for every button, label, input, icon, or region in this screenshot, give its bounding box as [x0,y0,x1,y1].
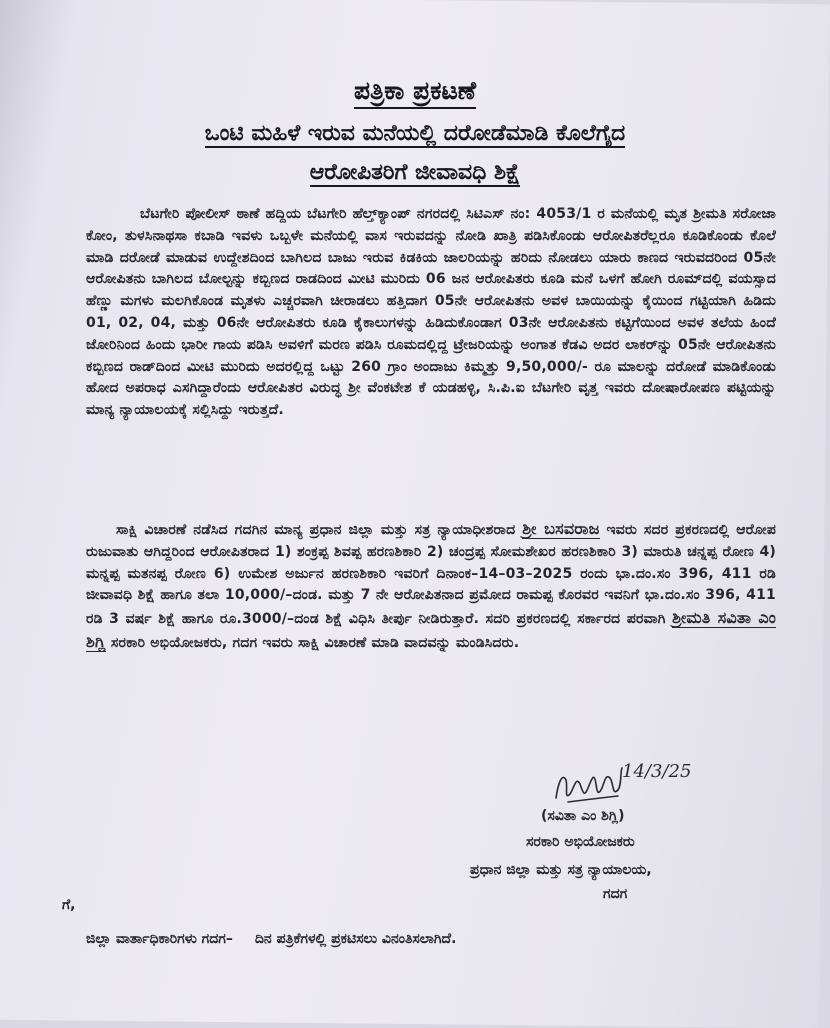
addressee-label: ಗೆ, [62,897,76,913]
signatory-name: (ಸವಿತಾ ಎಂ ಶಿಗ್ಲಿ) [541,808,625,824]
judgment-text-part1: ಸಾಕ್ಷಿ ವಿಚಾರಣೆ ನಡೆಸಿದ ಗದಗಿನ ಮಾನ್ಯ ಪ್ರಧಾನ ಜಿಲ್ಲಾ ಮತ್ತು ಸತ್ರ ನ್ಯಾಯಾಧೀಶರಾದ [116,522,516,538]
document-title: ಪತ್ರಿಕಾ ಪ್ರಕಟಣೆ [0,76,830,106]
footer-recipient: ಜಿಲ್ಲಾ ವಾರ್ತಾಧಿಕಾರಿಗಳು ಗದಗ– [86,931,233,947]
signature-date: 14/3/25 [622,761,692,782]
prosecutor-name: ಶ್ರೀಮತಿ ಸವಿತಾ ಎಂ ಶಿಗ್ಲಿ [86,608,776,651]
paragraph-case-details: ಬೆಟಗೇರಿ ಪೋಲೀಸ್ ಠಾಣೆ ಹದ್ದಿಯ ಬೆಟಗೇರಿ ಹೆಲ್ತ್‌ಕ್ಯಾಂಪ್ ನಗರದಲ್ಲಿ ಸಿಟಿಎಸ್ ನಂ: 4053/1 ರ ಮನೆಯಲ್ಲಿ ಮೃತ ಶ್ರೀಮತಿ ಸರೋಜಾ ಕೋಂ, ತುಳಸಿನಾಥಸಾ ಕಬಾಡಿ ಇವಳು ಒಬ್ಬಳೇ ಮನೆಯಲ್ಲಿ ವಾಸ ಇರುವದನ್ನು ನೋಡಿ ಖಾತ್ರಿ ಪಡಿಸಿಕೊಂಡು ಆರೋಪಿತರೆಲ್ಲರೂ ಕೂಡಿಕೊಂಡು ಕೊಲೆ ಮಾಡಿ ದರೋಡೆ ಮಾಡುವ ಉದ್ದೇಶದಿಂದ ಬಾಗಿಲದ ಬಾಜು ಇರುವ ಕಿಡಕಿಯ ಜಾಲರಿಯನ್ನು ಹರಿದು ನೋಡಲು ಯಾರು ಕಾಣದ ಇರುವದರಿಂದ 05ನೇ ಆರೋಪಿತನು ಬಾಗಿಲದ ಬೋಲ್ಟನ್ನು ಕಬ್ಬಿಣದ ರಾಡದಿಂದ ಮೀಟಿ ಮುರಿದು 06 ಜನ ಆರೋಪಿತರು ಕೂಡಿ ಮನೆ ಒಳಗೆ ಹೋಗಿ ರೂಮ್‌ದಲ್ಲಿ ವಯಸ್ಸಾದ ಹೆಣ್ಣು ಮಗಳು ಮಲಗಿಕೊಂಡ ಮೃತಳು ಎಚ್ಚರವಾಗಿ ಚೀರಾಡಲು ಹತ್ತಿದಾಗ 05ನೇ ಆರೋಪಿತನು ಅವಳ ಬಾಯಿಯನ್ನು ಕೈಯಿಂದ ಗಟ್ಟಿಯಾಗಿ ಹಿಡಿದು 01, 02, 04, ಮತ್ತು 06ನೇ ಆರೋಪಿತರು ಕೂಡಿ ಕೈಕಾಲುಗಳನ್ನು ಹಿಡಿದುಕೊಂಡಾಗ 03ನೇ ಆರೋಪಿತನು ಕಟ್ಟಿಗೆಯಿಂದ ಅವಳ ತಲೆಯ ಹಿಂದೆ ಜೋರಿನಿಂದ ಹಿಂದು ಭಾರೀ ಗಾಯ ಪಡಿಸಿ ಅವಳಿಗೆ ಮರಣ ಪಡಿಸಿ ರೂಮದಲ್ಲಿದ್ದ ಟ್ರೇಜರಿಯನ್ನು ಅಂಗಾತ ಕೆಡವಿ ಅದರ ಲಾಕರ್‌ನ್ನು 05ನೇ ಆರೋಪಿತನು ಕಬ್ಬಿಣದ ರಾಡ್‌ದಿಂದ ಮೀಟಿ ಮುರಿದು ಅದರಲ್ಲಿದ್ದ ಒಟ್ಟು 260 ಗ್ರಾಂ ಅಂದಾಜು ಕಿಮ್ಮತ್ತು 9,50,000/- ರೂ ಮಾಲನ್ನು ದರೋಡೆ ಮಾಡಿಕೊಂಡು ಹೋದ ಅಪರಾಧ ಎಸಗಿದ್ದಾರೆಂದು ಆರೋಪಿತರ ವಿರುದ್ಧ ಶ್ರೀ ವೆಂಕಟೇಶ ಕೆ ಯಡಹಳ್ಳಿ, ಸಿ.ಪಿ.ಐ ಬೆಟಗೇರಿ ವೃತ್ತ ಇವರು ದೋಷಾರೋಪಣ ಪಟ್ಟಿಯನ್ನು ಮಾನ್ಯ ನ್ಯಾಯಾಲಯಕ್ಕೆ ಸಲ್ಲಿಸಿದ್ದು ಇರುತ್ತದೆ. [86,206,776,419]
signatory-place: ಗದಗ [603,886,628,902]
signatory-office: ಪ್ರಧಾನ ಜಿಲ್ಲಾ ಮತ್ತು ಸತ್ರ ನ್ಯಾಯಾಲಯ, [470,862,652,878]
paragraph-judgment [86,518,776,655]
signatory-title: ಸರಕಾರಿ ಅಭಿಯೋಜಕರು [526,834,635,850]
judgment-text-part3: ಸರಕಾರಿ ಅಭಿಯೋಜಕರು, ಗದಗ ಇವರು ಸಾಕ್ಷಿ ವಿಚಾರಣೆ ಮಾಡಿ ವಾದವನ್ನು ಮಂಡಿಸಿದರು. [110,634,520,651]
footer-line [86,931,456,947]
judge-name: ಶ್ರೀ ಬಸವರಾಜ [522,519,600,538]
headline-line-2: ಆರೋಪಿತರಿಗೆ ಜೀವಾವಧಿ ಶಿಕ್ಷೆ [309,160,521,185]
footer-request: ದಿನ ಪತ್ರಿಕೆಗಳಲ್ಲಿ ಪ್ರಕಟಿಸಲು ವಿನಂತಿಸಲಾಗಿದೆ. [254,931,457,947]
headline-line-1: ಒಂಟಿ ಮಹಿಳೆ ಇರುವ ಮನೆಯಲ್ಲಿ ದರೋಡೆಮಾಡಿ ಕೊಲೆಗೈದ [204,121,626,146]
judgment-text-part2: ಇವರು ಸದರ ಪ್ರಕರಣದಲ್ಲಿ ಆರೋಪ ರುಜುವಾತು ಆಗಿದ್ದರಿಂದ ಆರೋಪಿತರಾದ 1) ಶಂಕ್ರಪ್ಪ ಶಿವಪ್ಪ ಹರಣಶಿಕಾರಿ 2) ಚಂದ್ರಪ್ಪ ಸೋಮಶೇಖರ ಹರಣಶಿಕಾರಿ 3) ಮಾರುತಿ ಚನ್ನಪ್ಪ ರೋಣ 4) ಮನ್ನಪ್ಪ ಮತನಪ್ಪ ರೋಣ 6) ಉಮೇಶ ಅರ್ಜುನ ಹರಣಶಿಕಾರಿ ಇವರಿಗೆ ದಿನಾಂಕ–14–03–2025 ರಂದು ಭಾ.ದಂ.ಸಂ 396, 411 ರಡಿ ಜೀವಾವಧಿ ಶಿಕ್ಷೆ ಹಾಗೂ ತಲಾ 10,000/–ದಂಡ. ಮತ್ತು 7 ನೇ ಆರೋಪಿತನಾದ ಪ್ರಮೋದ ರಾಮಪ್ಪ ಕೊರವರ ಇವನಿಗೆ ಭಾ.ದಂ.ಸಂ 396, 411 ರಡಿ 3 ವರ್ಷ ಶಿಕ್ಷೆ ಹಾಗೂ ರೂ.3000/–ದಂಡ ಶಿಕ್ಷೆ ವಿಧಿಸಿ ತೀರ್ಪು ನೀಡಿರುತ್ತಾರೆ. ಸದರಿ ಪ್ರಕರಣದಲ್ಲಿ ಸರ್ಕಾರದ ಪರವಾಗಿ [86,522,776,628]
